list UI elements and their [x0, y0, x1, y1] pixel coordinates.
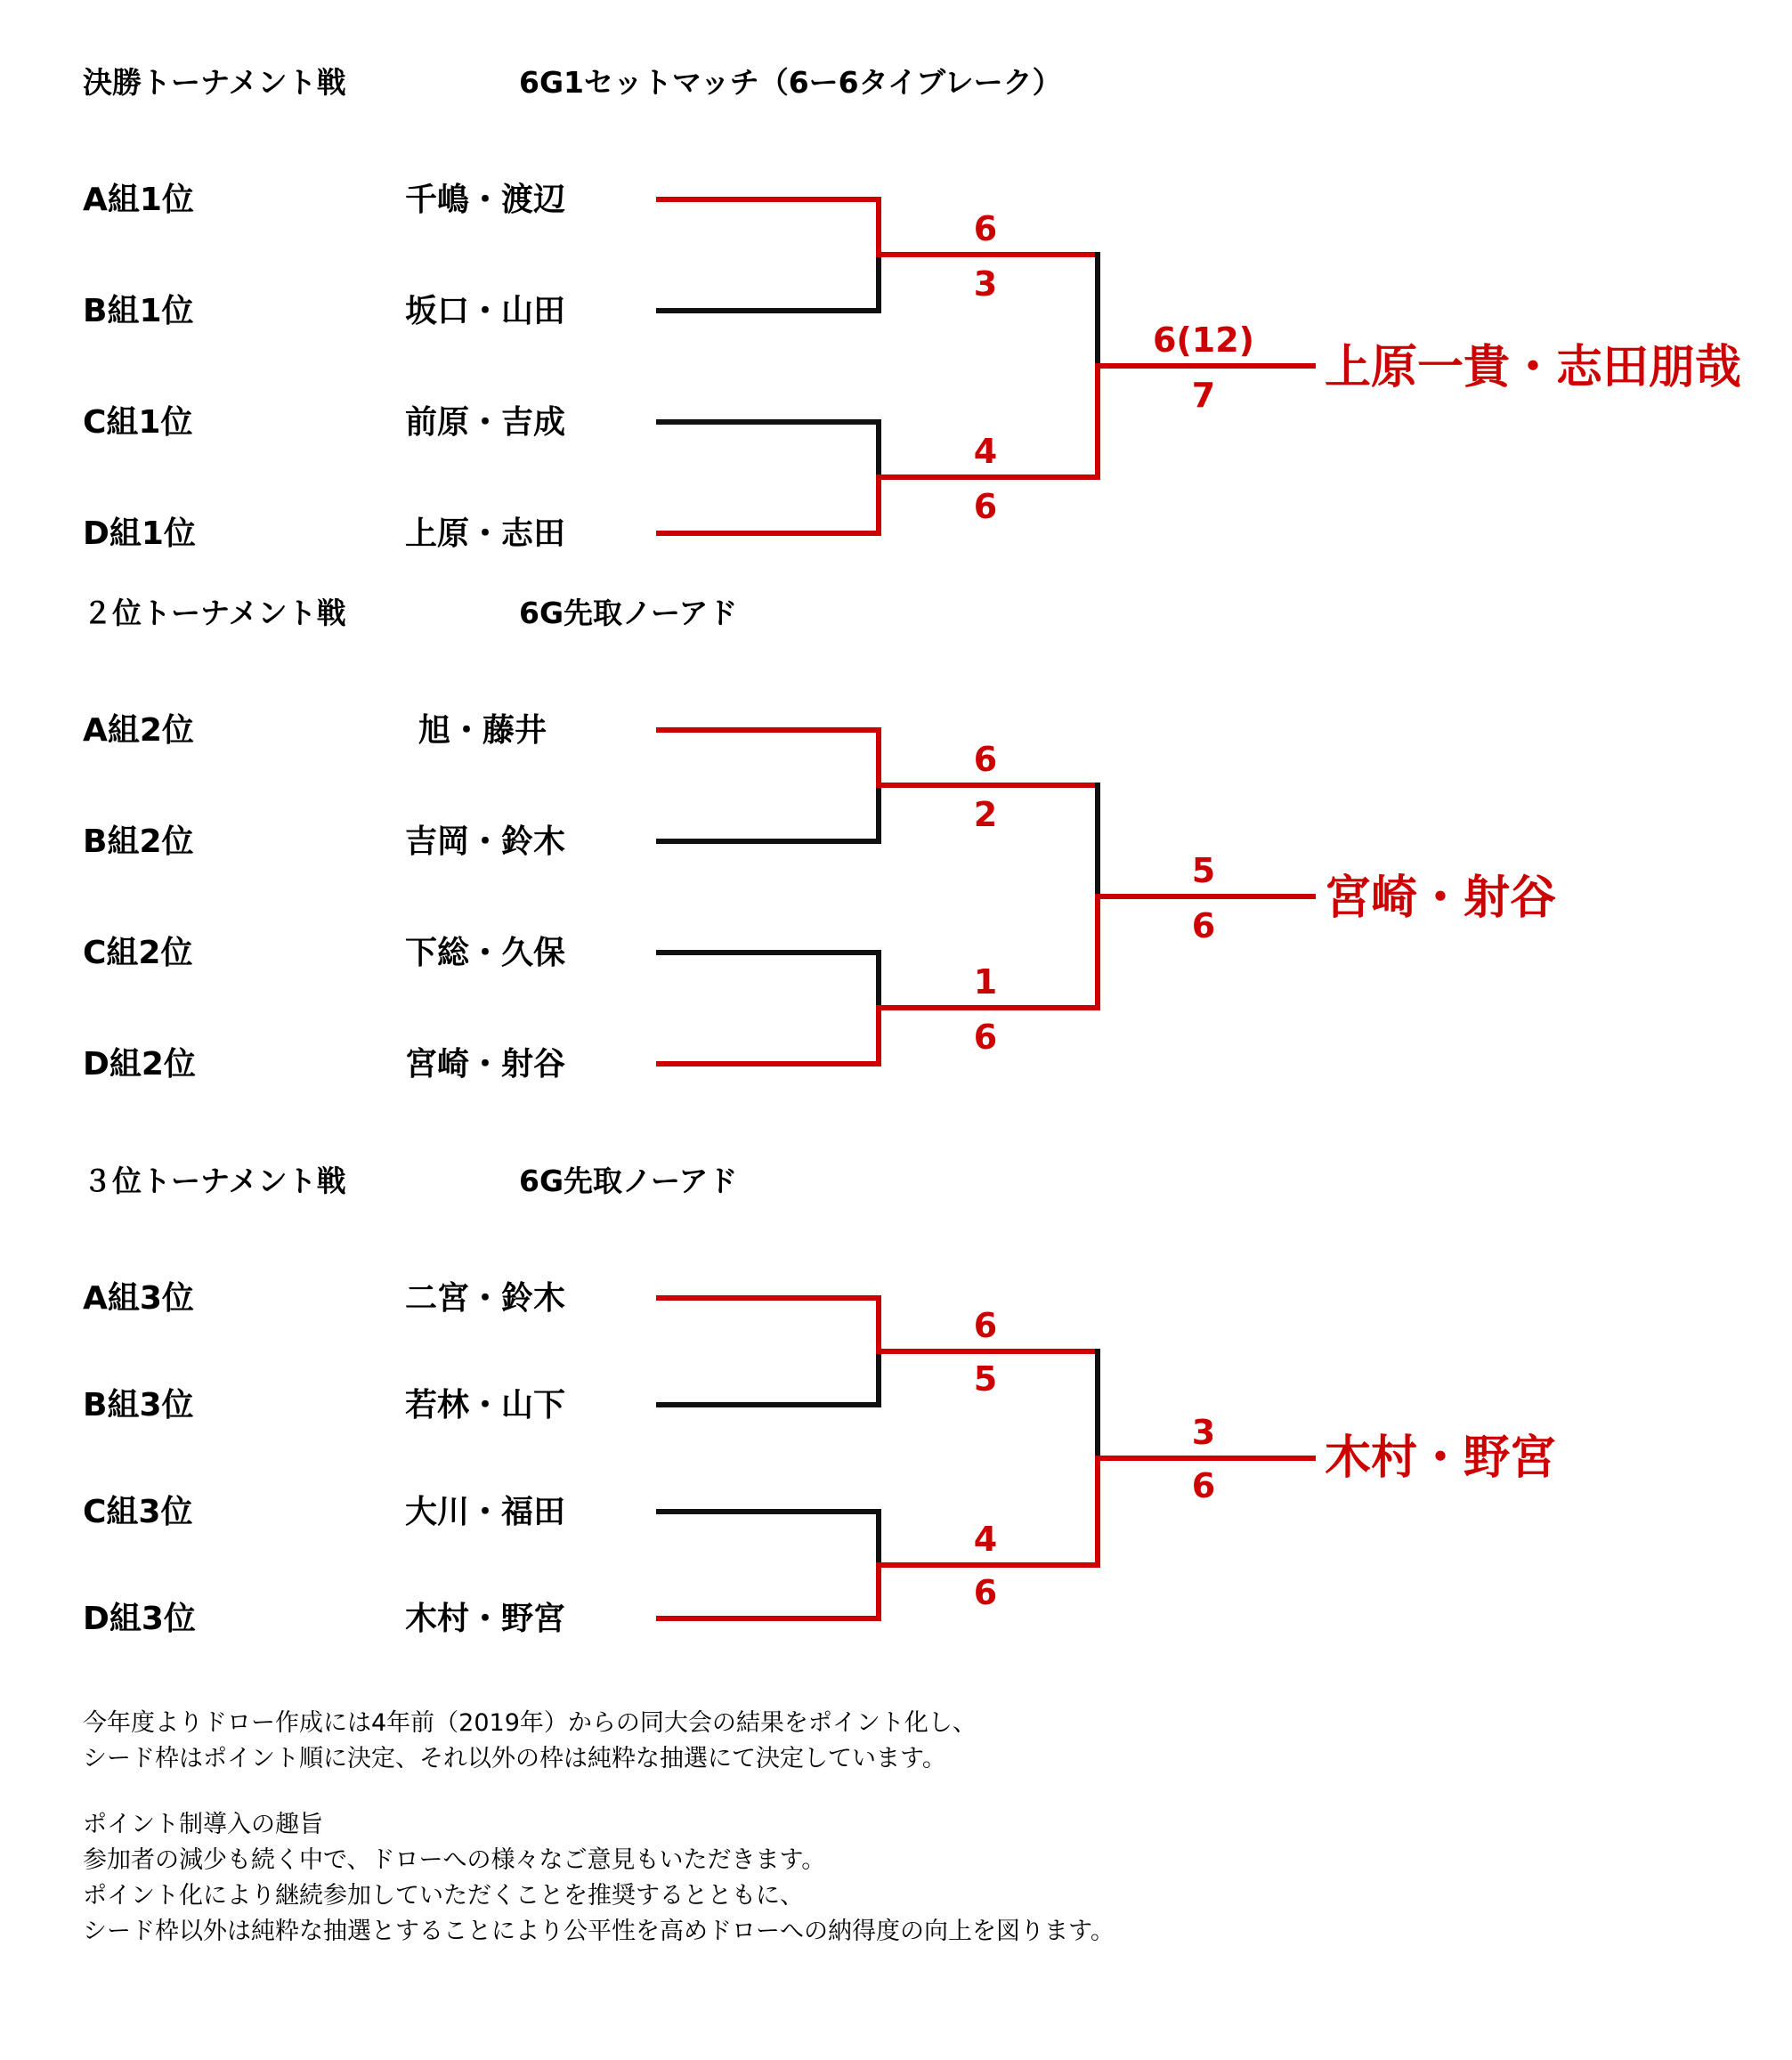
semi2-bottom-score: 6 [973, 1018, 998, 1057]
semi2-top-score: 4 [973, 432, 998, 471]
pair-name: 千嶋・渡辺 [405, 182, 566, 218]
final-top-score: 6(12) [1152, 320, 1255, 360]
note-purpose-title: ポイント制導入の趣旨 [83, 1811, 323, 1838]
section-format: 6G1セットマッチ（6ー6タイブレーク） [519, 65, 1062, 100]
pair-name: 若林・山下 [405, 1387, 566, 1423]
semi2-bottom-score: 6 [973, 1573, 998, 1612]
semi1-top-score: 6 [973, 1306, 998, 1345]
champion-name: 木村・野宮 [1325, 1431, 1557, 1485]
pair-name: 前原・吉成 [405, 404, 566, 441]
semi1-bottom-score: 5 [973, 1359, 998, 1399]
section-title: ２位トーナメント戦 [83, 596, 346, 630]
note-line: ポイント化により継続参加していただくことを推奨するとともに、 [83, 1882, 804, 1910]
pair-name: 吉岡・鈴木 [405, 823, 566, 860]
pair-name: 坂口・山田 [405, 293, 566, 329]
champion-name: 上原一貴・志田朋哉 [1325, 341, 1742, 394]
group-label: C組1位 [83, 404, 193, 441]
group-label: A組1位 [83, 182, 194, 218]
section-format: 6G先取ノーアド [519, 596, 738, 630]
group-label: B組3位 [83, 1387, 194, 1423]
pair-name: 木村・野宮 [405, 1601, 566, 1637]
group-label: C組2位 [83, 935, 193, 971]
semi1-top-score: 6 [973, 209, 998, 248]
final-bottom-score: 6 [1191, 1466, 1216, 1505]
semi1-bottom-score: 3 [973, 264, 998, 304]
note-line: シード枠はポイント順に決定、それ以外の枠は純粋な抽選にて決定しています。 [83, 1745, 946, 1772]
section-format: 6G先取ノーアド [519, 1164, 738, 1198]
note-line: 今年度よりドロー作成には4年前（2019年）からの同大会の結果をポイント化し、 [83, 1709, 977, 1737]
group-label: A組2位 [83, 712, 194, 749]
semi1-bottom-score: 2 [973, 795, 998, 834]
pair-name: 宮崎・射谷 [405, 1046, 566, 1083]
pair-name: 旭・藤井 [418, 712, 547, 749]
final-top-score: 5 [1191, 851, 1216, 890]
pair-name: 大川・福田 [405, 1494, 566, 1530]
champion-name: 宮崎・射谷 [1325, 872, 1557, 925]
note-line: 参加者の減少も続く中で、ドローへの様々なご意見もいただきます。 [83, 1846, 826, 1874]
semi2-top-score: 1 [973, 962, 998, 1002]
semi2-top-score: 4 [973, 1520, 998, 1559]
group-label: A組3位 [83, 1280, 194, 1317]
pair-name: 二宮・鈴木 [405, 1280, 566, 1317]
semi2-bottom-score: 6 [973, 487, 998, 526]
section-title: 決勝トーナメント戦 [83, 65, 346, 100]
final-top-score: 3 [1191, 1413, 1216, 1452]
group-label: B組1位 [83, 293, 194, 329]
pair-name: 下総・久保 [405, 935, 566, 971]
group-label: D組2位 [83, 1046, 196, 1083]
semi1-top-score: 6 [973, 740, 998, 779]
group-label: D組1位 [83, 515, 196, 552]
final-bottom-score: 6 [1191, 906, 1216, 945]
section-title: ３位トーナメント戦 [83, 1164, 346, 1198]
group-label: B組2位 [83, 823, 194, 860]
group-label: D組3位 [83, 1601, 196, 1637]
note-line: シード枠以外は純粋な抽選とすることにより公平性を高めドローへの納得度の向上を図ります。 [83, 1918, 1115, 1945]
group-label: C組3位 [83, 1494, 193, 1530]
final-bottom-score: 7 [1191, 376, 1216, 415]
pair-name: 上原・志田 [405, 515, 566, 552]
